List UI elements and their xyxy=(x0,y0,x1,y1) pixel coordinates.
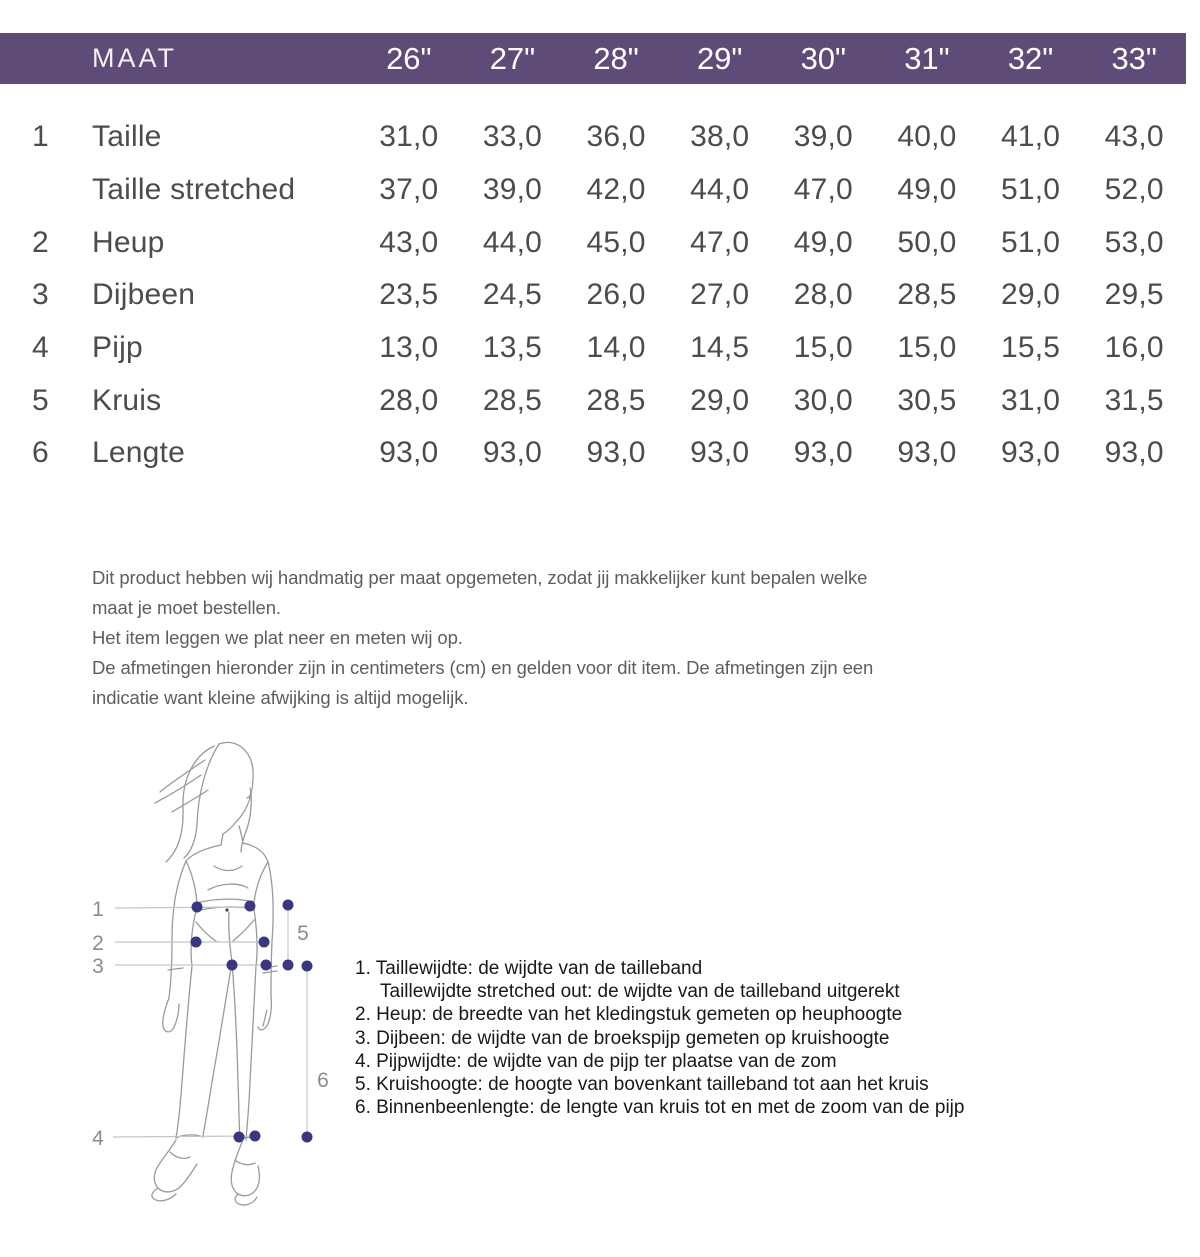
table-cell: 27,0 xyxy=(690,278,750,312)
table-cell: 30,0 xyxy=(793,383,853,417)
row-label: Kruis xyxy=(92,383,162,417)
table-cell: 40,0 xyxy=(897,120,957,154)
table-cell: 44,0 xyxy=(482,225,543,259)
table-cell: 26,0 xyxy=(586,278,646,312)
note-line: Dit product hebben wij handmatig per maat opgemeten, zodat jij makkelijker kunt bepalen welke xyxy=(92,567,868,588)
measurement-note xyxy=(92,563,873,713)
table-cell: 49,0 xyxy=(793,225,853,259)
measurement-dot xyxy=(283,900,294,911)
table-cell: 51,0 xyxy=(1000,225,1061,259)
row-number: 1 xyxy=(32,120,49,154)
measurement-dot xyxy=(227,960,238,971)
table-cell: 50,0 xyxy=(897,225,957,259)
measurement-dot xyxy=(261,960,272,971)
table-cell: 24,5 xyxy=(482,278,543,312)
row-label: Taille xyxy=(92,120,162,154)
table-cell: 93,0 xyxy=(690,436,750,470)
table-cell: 29,0 xyxy=(690,383,750,417)
legend-item: 3. Dijbeen: de wijdte van de broekspijp gemeten op kruishoogte xyxy=(355,1027,890,1049)
measurement-dot xyxy=(192,902,203,913)
measurement-dot xyxy=(302,961,313,972)
row-number: 6 xyxy=(32,436,49,470)
figure-label-3: 3 xyxy=(92,955,104,978)
table-cell: 38,0 xyxy=(690,120,750,154)
table-cell: 37,0 xyxy=(379,173,439,207)
table-cell: 49,0 xyxy=(897,173,957,207)
row-number: 5 xyxy=(32,383,49,417)
legend-item: 2. Heup: de breedte van het kledingstuk gemeten op heuphoogte xyxy=(355,1004,903,1026)
figure-labels xyxy=(92,898,329,1150)
row-number: 4 xyxy=(32,331,49,365)
table-cell: 15,5 xyxy=(1000,331,1061,365)
legend-item: 6. Binnenbeenlengte: de lengte van kruis tot en met de zoom van de pijp xyxy=(355,1097,965,1119)
table-cell: 93,0 xyxy=(793,436,853,470)
table-cell: 29,5 xyxy=(1104,278,1164,312)
table-cell: 33,0 xyxy=(482,120,543,154)
row-label: Taille stretched xyxy=(92,173,296,207)
row-number: 2 xyxy=(32,225,49,259)
table-cell: 93,0 xyxy=(586,436,646,470)
table-cell: 43,0 xyxy=(1104,120,1164,154)
table-cell: 44,0 xyxy=(690,173,750,207)
table-cell: 31,5 xyxy=(1104,383,1164,417)
table-cell: 51,0 xyxy=(1000,173,1061,207)
size-column-header-33: 33" xyxy=(1111,40,1157,76)
maat-column-header: MAAT xyxy=(92,43,177,73)
table-cell: 28,5 xyxy=(586,383,646,417)
table-cell: 28,0 xyxy=(793,278,853,312)
table-cell: 28,5 xyxy=(482,383,543,417)
table-cell: 15,0 xyxy=(897,331,957,365)
table-row xyxy=(0,374,1186,427)
row-label: Heup xyxy=(92,225,165,259)
note-line: Het item leggen we plat neer en meten wij op. xyxy=(92,627,463,648)
table-cell: 31,0 xyxy=(1000,383,1061,417)
legend-item: 5. Kruishoogte: de hoogte van bovenkant tailleband tot aan het kruis xyxy=(355,1074,929,1096)
table-cell: 13,5 xyxy=(482,331,543,365)
table-row xyxy=(0,111,1186,164)
table-cell: 42,0 xyxy=(586,173,646,207)
table-cell: 16,0 xyxy=(1104,331,1164,365)
legend-item: 4. Pijpwijdte: de wijdte van de pijp ter plaatse van de zom xyxy=(355,1050,837,1072)
table-cell: 23,5 xyxy=(379,278,439,312)
table-cell: 93,0 xyxy=(1104,436,1164,470)
figure-label-4: 4 xyxy=(92,1127,104,1150)
table-row xyxy=(0,216,1186,269)
table-cell: 15,0 xyxy=(793,331,853,365)
figure-label-2: 2 xyxy=(92,932,104,955)
measurement-dot xyxy=(283,960,294,971)
measurement-figure xyxy=(85,730,350,1235)
row-number: 3 xyxy=(32,278,49,312)
table-cell: 47,0 xyxy=(690,225,750,259)
size-chart-header xyxy=(0,33,1186,84)
table-row xyxy=(0,269,1186,322)
measurement-dot xyxy=(250,1131,261,1142)
table-cell: 52,0 xyxy=(1104,173,1164,207)
size-column-header-29: 29" xyxy=(696,40,743,76)
measurement-dot xyxy=(259,937,270,948)
measurement-lines xyxy=(113,905,307,1137)
table-cell: 36,0 xyxy=(586,120,646,154)
measurement-dot xyxy=(191,937,202,948)
size-column-header-30: 30" xyxy=(800,40,847,76)
size-column-header-32: 32" xyxy=(1007,40,1054,76)
table-cell: 53,0 xyxy=(1104,225,1164,259)
table-cell: 93,0 xyxy=(379,436,439,470)
table-cell: 30,5 xyxy=(897,383,957,417)
measurement-dot xyxy=(302,1132,313,1143)
row-label: Dijbeen xyxy=(92,278,196,312)
table-cell: 28,0 xyxy=(379,383,439,417)
note-line: maat je moet bestellen. xyxy=(92,597,281,618)
size-column-header-31: 31" xyxy=(904,40,950,76)
table-cell: 31,0 xyxy=(379,120,439,154)
table-cell: 43,0 xyxy=(379,225,439,259)
figure-label-1: 1 xyxy=(92,898,104,921)
table-cell: 29,0 xyxy=(1000,278,1061,312)
table-cell: 39,0 xyxy=(793,120,853,154)
measurement-line-1 xyxy=(115,907,250,908)
size-table xyxy=(0,111,1186,480)
table-cell: 93,0 xyxy=(1000,436,1061,470)
table-cell: 14,0 xyxy=(586,331,646,365)
legend-item: Taillewijdte stretched out: de wijdte van de tailleband uitgerekt xyxy=(380,981,900,1003)
note-line: indicatie want kleine afwijking is altijd mogelijk. xyxy=(92,687,469,708)
measurement-dot xyxy=(234,1132,245,1143)
table-cell: 14,5 xyxy=(690,331,750,365)
table-cell: 41,0 xyxy=(1000,120,1061,154)
figure-label-5: 5 xyxy=(297,922,309,945)
table-cell: 47,0 xyxy=(793,173,853,207)
size-column-header-27: 27" xyxy=(489,40,536,76)
note-line: De afmetingen hieronder zijn in centimeters (cm) en gelden voor dit item. De afmetingen zijn een xyxy=(92,657,874,678)
table-cell: 13,0 xyxy=(379,331,439,365)
table-row xyxy=(0,164,1186,217)
size-column-header-26: 26" xyxy=(386,40,432,76)
table-cell: 93,0 xyxy=(482,436,543,470)
row-label: Pijp xyxy=(92,331,143,365)
table-cell: 28,5 xyxy=(897,278,957,312)
size-column-header-28: 28" xyxy=(593,40,639,76)
legend-item: 1. Taillewijdte: de wijdte van de tailleband xyxy=(355,958,703,979)
measurement-legend xyxy=(355,957,964,1119)
row-label: Lengte xyxy=(92,436,185,470)
measurement-dot xyxy=(245,901,256,912)
table-cell: 39,0 xyxy=(482,173,543,207)
table-cell: 45,0 xyxy=(586,225,646,259)
table-row xyxy=(0,427,1186,480)
figure-label-6: 6 xyxy=(317,1069,329,1092)
table-row xyxy=(0,322,1186,375)
table-cell: 93,0 xyxy=(897,436,957,470)
